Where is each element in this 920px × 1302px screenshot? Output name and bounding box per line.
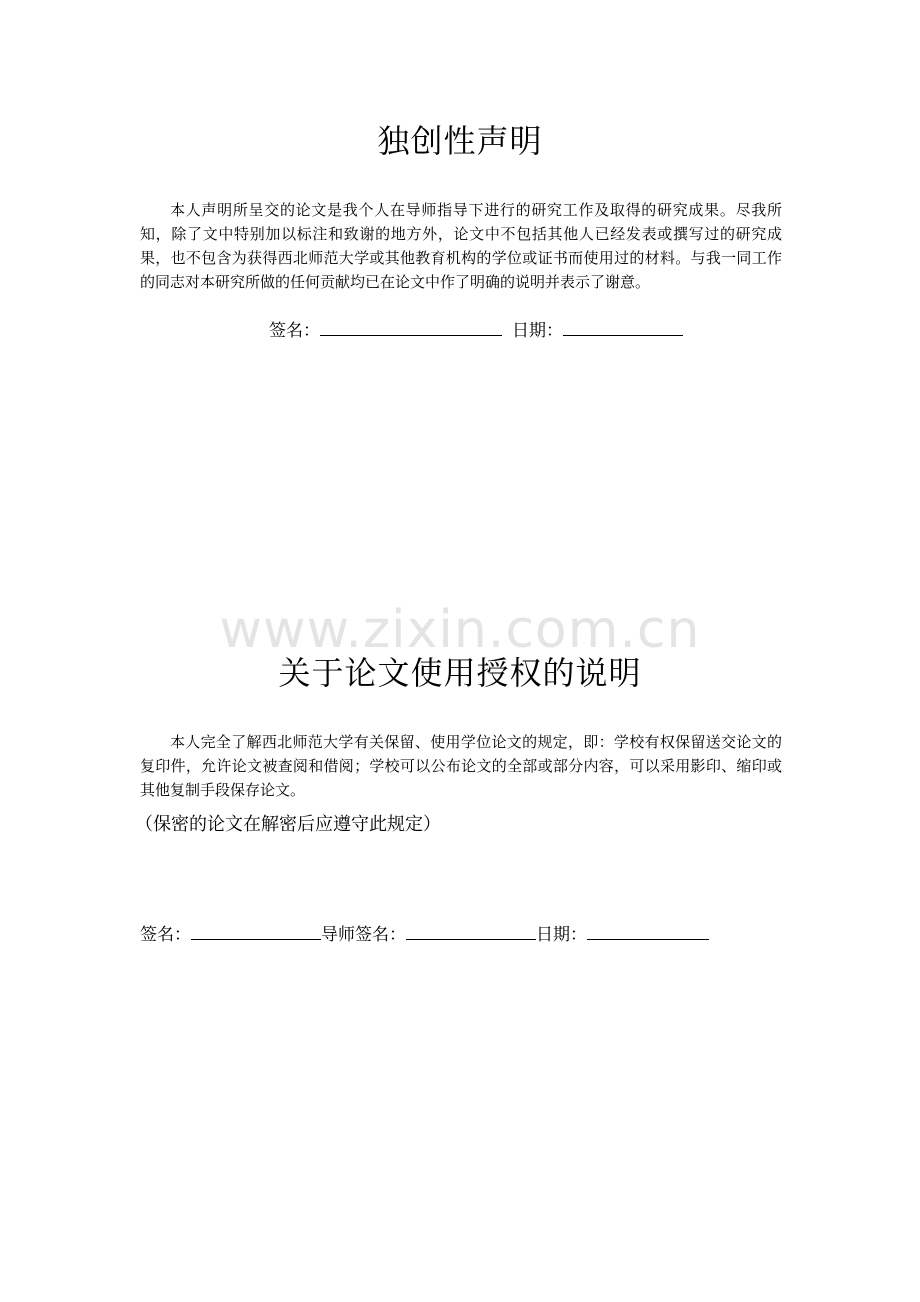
originality-statement-paragraph: 本人声明所呈交的论文是我个人在导师指导下进行的研究工作及取得的研究成果。尽我所知，除了文中特别加以标注和致谢的地方外，论文中不包括其他人已经发表或撰写过的研究成果，也不包含为获得西北师范大学或其他教育机构的学位或证书而使用过的材料。与我一同工作的同志对本研究所做的任何贡献均已在论文中作了明确的说明并表示了谢意。 [140,201,782,291]
originality-statement-title: 独创性声明 [377,122,543,160]
date-label: 日期： [512,321,563,341]
authorization-title: 关于论文使用授权的说明 [278,654,642,692]
signature-blank [191,921,321,940]
signature-label: 签名： [140,925,191,945]
authorization-paragraph: 本人完全了解西北师范大学有关保留、使用学位论文的规定，即：学校有权保留送交论文的复印件，允许论文被查阅和借阅；学校可以公布论文的全部或部分内容，可以采用影印、缩印或其他复制手段保存论文。 [140,733,782,799]
watermark-text: www.zixin.com.cn [219,600,701,660]
originality-signature-line [269,316,683,341]
confidentiality-note: （保密的论文在解密后应遵守此规定） [135,814,441,835]
date-blank [563,317,683,336]
signature-blank [320,317,502,336]
date-blank [587,921,709,940]
advisor-signature-label: 导师签名： [321,925,406,945]
advisor-signature-blank [406,921,536,940]
authorization-signature-line [140,920,709,945]
signature-label: 签名： [269,321,320,341]
date-label: 日期： [536,925,587,945]
